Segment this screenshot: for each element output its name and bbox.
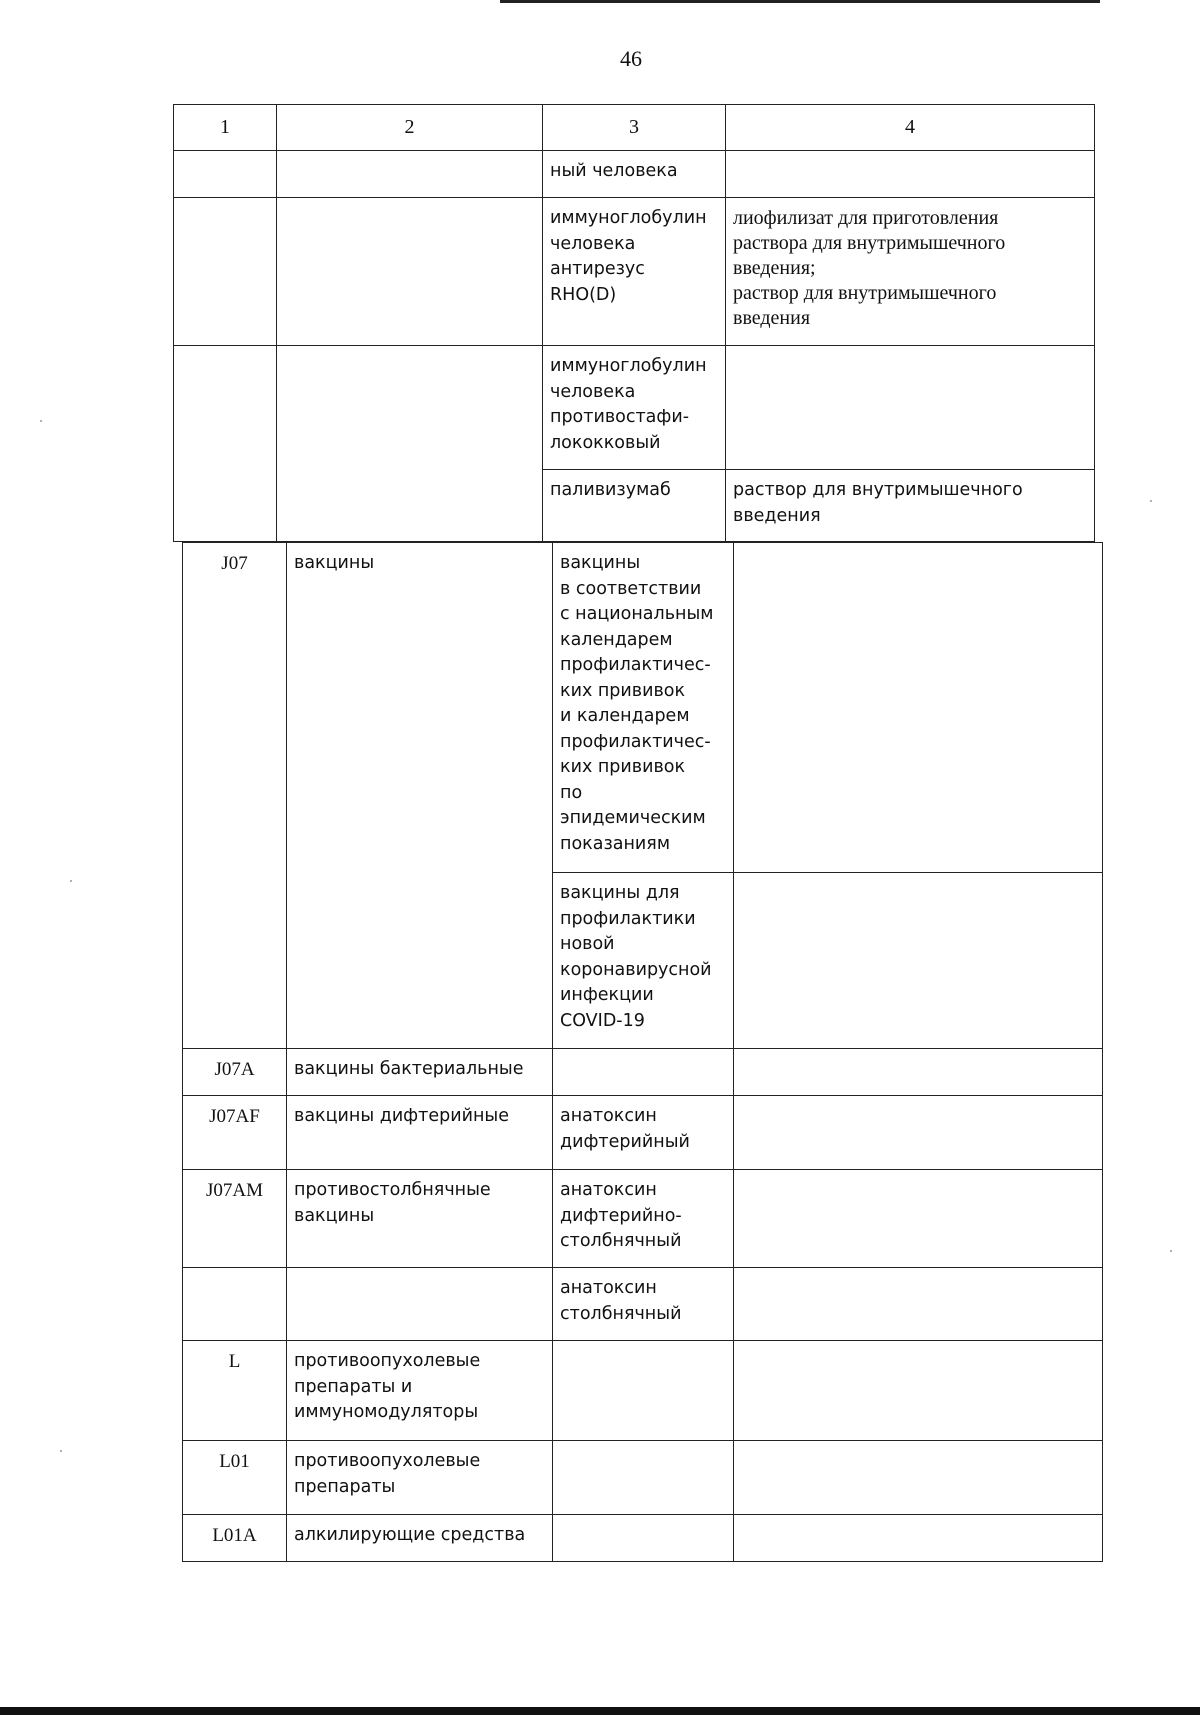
dosage-form: раствор для внутримышечного введения: [726, 470, 1095, 542]
group-name: противоопухолевые препараты: [287, 1441, 553, 1515]
table-row: [183, 1515, 1103, 1562]
atc-code: L: [183, 1341, 287, 1441]
drug-name: [553, 1441, 734, 1515]
drug-table-upper: [173, 104, 1095, 542]
drug-name: вакцины в соответствии с национальным календарем профилактичес- ких прививок и календарем профилактичес- ких прививок по эпидемическим показаниям: [553, 543, 734, 873]
header-col-3: 3: [543, 105, 726, 151]
table-row: [183, 1341, 1103, 1441]
atc-code: [174, 346, 277, 542]
header-col-4: 4: [726, 105, 1095, 151]
group-name: противостолбнячные вакцины: [287, 1170, 553, 1268]
group-name: [277, 198, 543, 346]
drug-name: иммуноглобулин человека антирезус RHO(D): [543, 198, 726, 346]
group-name: вакцины: [287, 543, 553, 1049]
bottom-rule: [0, 1707, 1200, 1715]
drug-name: ный человека: [543, 151, 726, 198]
atc-code: J07: [183, 543, 287, 1049]
drug-name: [553, 1049, 734, 1096]
dosage-form: [734, 873, 1103, 1049]
table-row: [183, 1049, 1103, 1096]
table-row: [183, 543, 1103, 873]
page-number: 46: [620, 46, 642, 71]
drug-name: [553, 1341, 734, 1441]
group-name: вакцины бактериальные: [287, 1049, 553, 1096]
drug-name: вакцины для профилактики новой коронавирусной инфекции COVID-19: [553, 873, 734, 1049]
atc-code: L01A: [183, 1515, 287, 1562]
dosage-form: [734, 1515, 1103, 1562]
scan-noise: [60, 1450, 62, 1452]
scan-noise: [1170, 1250, 1172, 1252]
dosage-form: [734, 1096, 1103, 1170]
header-col-1: 1: [174, 105, 277, 151]
table-row: [174, 151, 1095, 198]
group-name: алкилирующие средства: [287, 1515, 553, 1562]
atc-code: J07AF: [183, 1096, 287, 1170]
drug-name: иммуноглобулин человека противостафи- лококковый: [543, 346, 726, 470]
atc-code: L01: [183, 1441, 287, 1515]
table-row: [183, 1268, 1103, 1341]
table-header-row: [174, 105, 1095, 151]
group-name: [287, 1268, 553, 1341]
table-row: [183, 1096, 1103, 1170]
drug-name: [553, 1515, 734, 1562]
dosage-form: [734, 1170, 1103, 1268]
table-row: [174, 198, 1095, 346]
header-col-2: 2: [277, 105, 543, 151]
group-name: [277, 346, 543, 542]
atc-code: [174, 151, 277, 198]
atc-code: [183, 1268, 287, 1341]
scan-noise: [40, 420, 42, 422]
drug-name: анатоксин столбнячный: [553, 1268, 734, 1341]
drug-name: паливизумаб: [543, 470, 726, 542]
dosage-form: [734, 1049, 1103, 1096]
drug-name: анатоксин дифтерийный: [553, 1096, 734, 1170]
scan-noise: [1150, 500, 1152, 502]
group-name: вакцины дифтерийные: [287, 1096, 553, 1170]
drug-table-lower: [182, 542, 1103, 1562]
table-row: [183, 1441, 1103, 1515]
dosage-form: [734, 1441, 1103, 1515]
dosage-form: [734, 1341, 1103, 1441]
dosage-form: [726, 346, 1095, 470]
table-row: [183, 1170, 1103, 1268]
atc-code: J07AM: [183, 1170, 287, 1268]
dosage-form: [726, 151, 1095, 198]
table-row: [174, 346, 1095, 470]
scan-noise: [70, 880, 72, 882]
atc-code: [174, 198, 277, 346]
dosage-form: лиофилизат для приготовления раствора для внутримышечного введения; раствор для внутримышечного введения: [726, 198, 1095, 346]
group-name: противоопухолевые препараты и иммуномодуляторы: [287, 1341, 553, 1441]
dosage-form: [734, 543, 1103, 873]
dosage-form: [734, 1268, 1103, 1341]
atc-code: J07A: [183, 1049, 287, 1096]
top-rule: [500, 0, 1100, 3]
group-name: [277, 151, 543, 198]
drug-name: анатоксин дифтерийно- столбнячный: [553, 1170, 734, 1268]
